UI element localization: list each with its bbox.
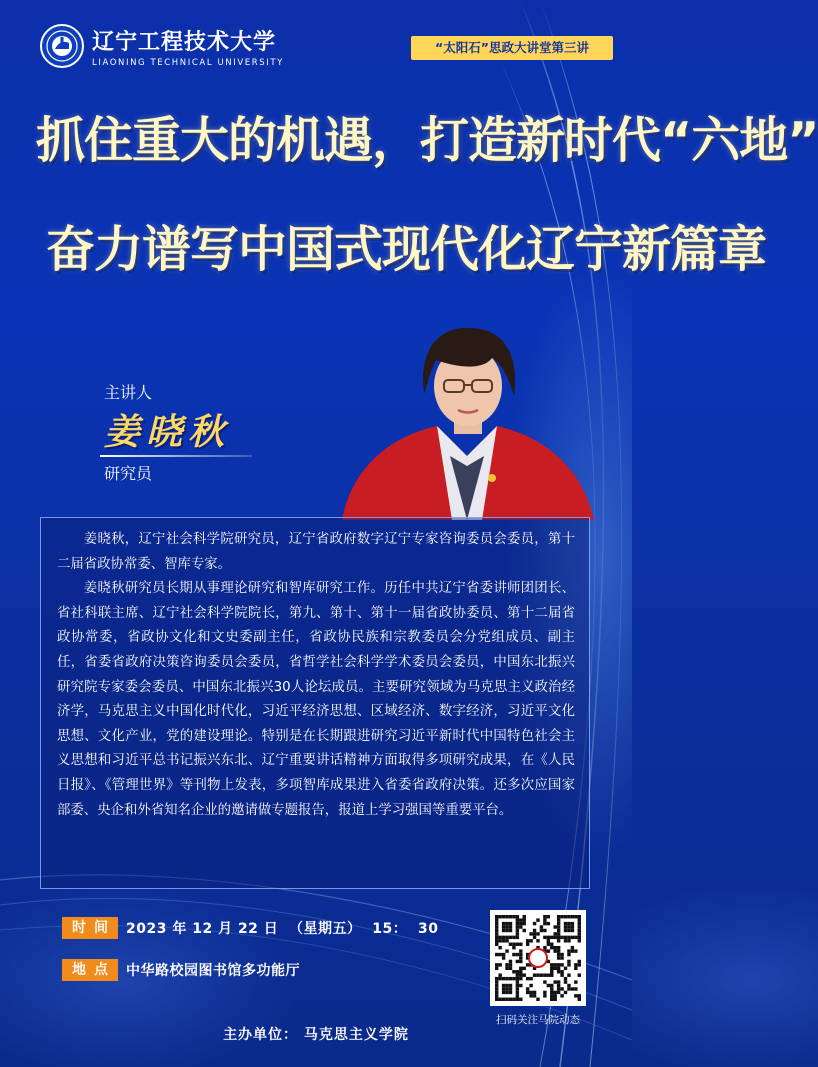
poster-title-line-2: 奋力谱写中国式现代化辽宁新篇章 bbox=[46, 221, 767, 278]
event-place-value: 中华路校园图书馆多功能厅 bbox=[126, 963, 300, 979]
speaker-portrait bbox=[332, 316, 600, 520]
lecture-series-badge: “太阳石”思政大讲堂第三讲 bbox=[411, 36, 613, 60]
bio-paragraph-2: 姜晓秋研究员长期从事理论研究和智库研究工作。历任中共辽宁省委讲师团团长、省社科联主席、辽宁社会科学院院长，第九、第十、第十一届省政协委员、第十二届省政协常委，省政协文化和文史委副主任，省政协民族和宗教委员会分党组成员、副主任，省委省政府决策咨询委员会委员，省哲学社会科学学术委员会委员，中国东北振兴研究院专家委会委员、中国东北振兴30人论坛成员。主要研究领域为马克思主义政治经济学，马克思主义中国化时代化，习近平经济思想、区域经济、数字经济，习近平文化思想、文化产业，党的建设理论。特别是在长期跟进研究习近平新时代中国特色社会主义思想和习近平总书记振兴东北、辽宁重要讲话精神方面取得多项研究成果，在《人民日报》、《管理世界》等刊物上发表，多项智库成果进入省委省政府决策。还多次应国家部委、央企和外省知名企业的邀请做专题报告，报道上学习强国等重要平台。 bbox=[57, 581, 575, 818]
name-underline bbox=[100, 455, 252, 457]
university-name-en: LIAONING TECHNICAL UNIVERSITY bbox=[92, 57, 284, 68]
speaker-name: 姜晓秋 bbox=[104, 411, 231, 453]
event-time-row bbox=[62, 917, 439, 939]
event-place-row bbox=[62, 959, 300, 981]
qr-code-icon[interactable] bbox=[490, 910, 586, 1006]
university-emblem-icon bbox=[40, 24, 84, 68]
speaker-bio-box bbox=[40, 517, 590, 889]
qr-caption: 扫码关注马院动态 bbox=[496, 1014, 580, 1026]
university-name-cn: 辽宁工程技术大学 bbox=[92, 28, 277, 55]
university-logo bbox=[40, 24, 284, 68]
speaker-title: 研究员 bbox=[104, 464, 153, 483]
organizer-line: 主办单位： 马克思主义学院 bbox=[223, 1027, 409, 1043]
time-label-tag: 时间 bbox=[62, 917, 118, 939]
event-time-value: 2023 年 12 月 22 日 （星期五） 15： 30 bbox=[126, 921, 439, 937]
place-label-tag: 地点 bbox=[62, 959, 118, 981]
bio-paragraph-1: 姜晓秋，辽宁社会科学院研究员，辽宁省政府数字辽宁专家咨询委员会委员，第十二届省政协常委、智库专家。 bbox=[57, 532, 575, 572]
poster-title-line-1: 抓住重大的机遇，打造新时代“六地” bbox=[36, 112, 818, 169]
host-label: 主讲人 bbox=[104, 383, 153, 402]
